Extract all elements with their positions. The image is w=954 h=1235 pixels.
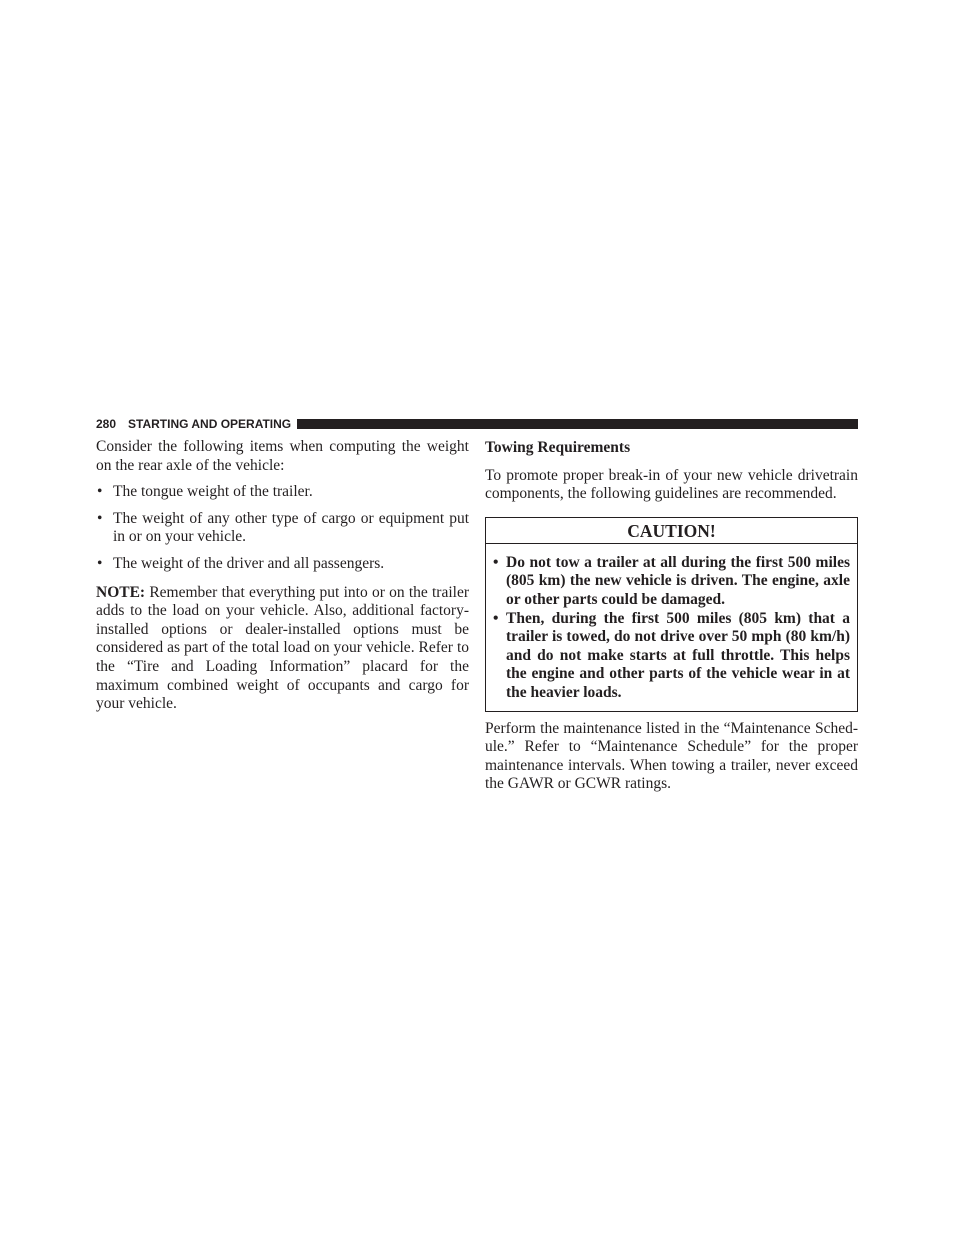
- list-item: [493, 610, 850, 703]
- left-column: [96, 438, 469, 714]
- bullet-icon: •: [97, 509, 103, 527]
- list-item-text: The weight of any other type of cargo or equipment put in or on your vehicle.: [113, 509, 469, 546]
- bullet-icon: •: [97, 483, 103, 501]
- axle-weight-intro: Consider the following items when computing the weight on the rear axle of the vehicle:: [96, 438, 469, 474]
- caution-box: [485, 517, 858, 712]
- bullet-icon: •: [97, 554, 103, 572]
- section-title: STARTING AND OPERATING: [128, 417, 292, 431]
- break-in-intro: To promote proper break-in of your new vehicle drivetrain components, the following guidelines are recommended.: [485, 466, 858, 503]
- bullet-icon: •: [493, 609, 499, 627]
- note-paragraph: [96, 584, 469, 714]
- note-label: NOTE:: [96, 583, 146, 601]
- caution-item-text: Then, during the first 500 miles (805 km) that a trailer is towed, do not drive over 50 mph (80 km/h) and do not make starts at full throttle. This helps the engine and other parts of the vehicle wear in at the heavier loads.: [506, 609, 850, 701]
- section-heading: Towing Requirements: [485, 439, 631, 456]
- axle-weight-list: [96, 483, 469, 573]
- list-item: [96, 510, 469, 547]
- page-header: [96, 417, 858, 431]
- caution-list: [486, 544, 857, 711]
- caution-item-text: Do not tow a trailer at all during the first 500 miles (805 km) the new vehicle is driven. The engine, axle or other parts could be damaged.: [506, 553, 850, 608]
- list-item: [96, 555, 469, 574]
- right-column: [485, 438, 858, 794]
- maintenance-paragraph: Perform the maintenance listed in the “Maintenance Schedule.” Refer to “Maintenance Schedule” for the proper maintenance intervals. When towing a trailer, never exceed the GAWR or GCWR ratings.: [485, 719, 858, 793]
- bullet-icon: •: [493, 553, 499, 571]
- list-item-text: The tongue weight of the trailer.: [113, 483, 313, 501]
- list-item-text: The weight of the driver and all passengers.: [113, 554, 385, 572]
- header-rule: [297, 419, 858, 429]
- list-item: [493, 554, 850, 610]
- note-text: Remember that everything put into or on the trailer adds to the load on your vehicle. Also, additional factory-installed options or dealer-installed options must be considered as part of the total load on your vehicle. Refer to the “Tire and Loading Information” placard for the maximum combined weight of occupants and cargo for your vehicle.: [96, 583, 469, 713]
- list-item: [96, 483, 469, 502]
- page-number: 280: [96, 417, 117, 431]
- caution-title: CAUTION!: [486, 518, 857, 544]
